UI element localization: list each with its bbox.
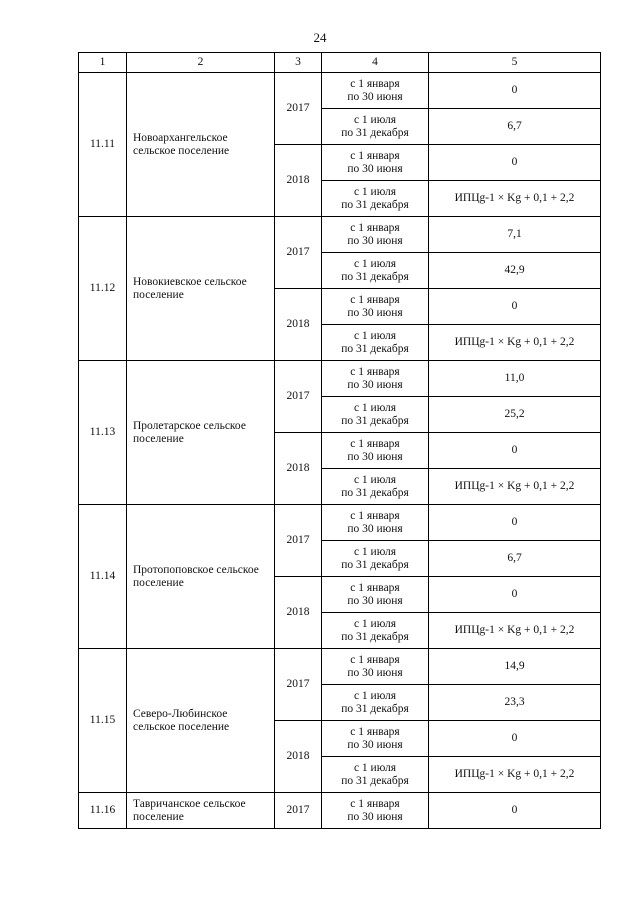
period-cell [322,649,429,685]
value-cell: 0 [429,505,601,541]
year-cell: 2017 [275,649,322,721]
period-start: с 1 июля [353,185,397,198]
value-cell: 6,7 [429,541,601,577]
period-cell [322,217,429,253]
year-cell: 2017 [275,505,322,577]
table-row [79,217,601,253]
period-end: по 30 июня [347,306,403,319]
period-cell [322,289,429,325]
tariff-table [78,52,601,829]
value-cell: 0 [429,793,601,829]
period-cell [322,613,429,649]
year-cell: 2017 [275,217,322,289]
period-start: с 1 января [350,509,400,522]
value-cell: 0 [429,577,601,613]
settlement-name: Тавричанское сельское поселение [127,793,275,829]
period-cell [322,109,429,145]
row-number: 11.13 [79,361,127,505]
table-row [79,649,601,685]
value-cell: ИПЦg-1 × Kg + 0,1 + 2,2 [429,325,601,361]
period-end: по 31 декабря [341,702,409,715]
year-cell: 2018 [275,721,322,793]
period-cell [322,325,429,361]
period-cell [322,721,429,757]
period-start: с 1 января [350,77,400,90]
table-row [79,505,601,541]
header-col-5: 5 [429,53,601,73]
period-start: с 1 июля [353,329,397,342]
period-end: по 30 июня [347,90,403,103]
value-cell: 11,0 [429,361,601,397]
year-cell: 2018 [275,577,322,649]
period-start: с 1 июля [353,473,397,486]
value-cell: 0 [429,289,601,325]
value-cell: 42,9 [429,253,601,289]
period-end: по 31 декабря [341,414,409,427]
table-row [79,361,601,397]
settlement-name: Пролетарское сельское поселение [127,361,275,505]
period-end: по 31 декабря [341,342,409,355]
period-cell [322,397,429,433]
row-number: 11.11 [79,73,127,217]
header-col-1: 1 [79,53,127,73]
year-cell: 2017 [275,793,322,829]
period-start: с 1 июля [353,761,397,774]
period-end: по 31 декабря [341,270,409,283]
table-row [79,793,601,829]
period-cell [322,145,429,181]
period-end: по 30 июня [347,378,403,391]
header-col-4: 4 [322,53,429,73]
period-end: по 30 июня [347,162,403,175]
table-row [79,73,601,109]
page-number: 24 [313,30,327,45]
settlement-name: Новоархангельское сельское поселение [127,73,275,217]
period-end: по 31 декабря [341,198,409,211]
period-start: с 1 июля [353,617,397,630]
year-cell: 2018 [275,145,322,217]
value-cell: 0 [429,721,601,757]
period-cell [322,73,429,109]
period-end: по 30 июня [347,594,403,607]
period-start: с 1 января [350,365,400,378]
settlement-name: Протопоповское сельское поселение [127,505,275,649]
value-cell: ИПЦg-1 × Kg + 0,1 + 2,2 [429,469,601,505]
period-end: по 30 июня [347,522,403,535]
period-end: по 31 декабря [341,486,409,499]
period-cell [322,757,429,793]
settlement-name: Северо-Любинское сельское поселение [127,649,275,793]
period-cell [322,793,429,829]
settlement-name: Новокиевское сельское поселение [127,217,275,361]
period-cell [322,253,429,289]
value-cell: ИПЦg-1 × Kg + 0,1 + 2,2 [429,757,601,793]
value-cell: 6,7 [429,109,601,145]
year-cell: 2018 [275,433,322,505]
period-end: по 31 декабря [341,630,409,643]
period-cell [322,433,429,469]
period-cell [322,469,429,505]
row-number: 11.16 [79,793,127,829]
row-number: 11.14 [79,505,127,649]
value-cell: 0 [429,73,601,109]
period-start: с 1 января [350,653,400,666]
value-cell: 25,2 [429,397,601,433]
period-cell [322,505,429,541]
value-cell: 7,1 [429,217,601,253]
value-cell: 0 [429,433,601,469]
period-start: с 1 января [350,221,400,234]
value-cell: 23,3 [429,685,601,721]
value-cell: 14,9 [429,649,601,685]
period-end: по 30 июня [347,810,403,823]
period-end: по 31 декабря [341,126,409,139]
period-start: с 1 июля [353,689,397,702]
period-start: с 1 января [350,581,400,594]
period-cell [322,577,429,613]
period-start: с 1 января [350,293,400,306]
period-start: с 1 января [350,437,400,450]
period-end: по 30 июня [347,738,403,751]
table-header-row [79,53,601,73]
period-end: по 31 декабря [341,774,409,787]
period-start: с 1 июля [353,113,397,126]
period-cell [322,541,429,577]
period-cell [322,181,429,217]
period-start: с 1 июля [353,401,397,414]
year-cell: 2017 [275,361,322,433]
period-start: с 1 января [350,149,400,162]
period-end: по 30 июня [347,450,403,463]
period-end: по 31 декабря [341,558,409,571]
value-cell: ИПЦg-1 × Kg + 0,1 + 2,2 [429,181,601,217]
header-col-2: 2 [127,53,275,73]
period-start: с 1 июля [353,545,397,558]
year-cell: 2018 [275,289,322,361]
row-number: 11.12 [79,217,127,361]
period-start: с 1 июля [353,257,397,270]
period-end: по 30 июня [347,666,403,679]
period-start: с 1 января [350,725,400,738]
table-body [79,73,601,829]
period-start: с 1 января [350,797,400,810]
period-cell [322,361,429,397]
period-cell [322,685,429,721]
header-col-3: 3 [275,53,322,73]
period-end: по 30 июня [347,234,403,247]
value-cell: ИПЦg-1 × Kg + 0,1 + 2,2 [429,613,601,649]
year-cell: 2017 [275,73,322,145]
row-number: 11.15 [79,649,127,793]
value-cell: 0 [429,145,601,181]
